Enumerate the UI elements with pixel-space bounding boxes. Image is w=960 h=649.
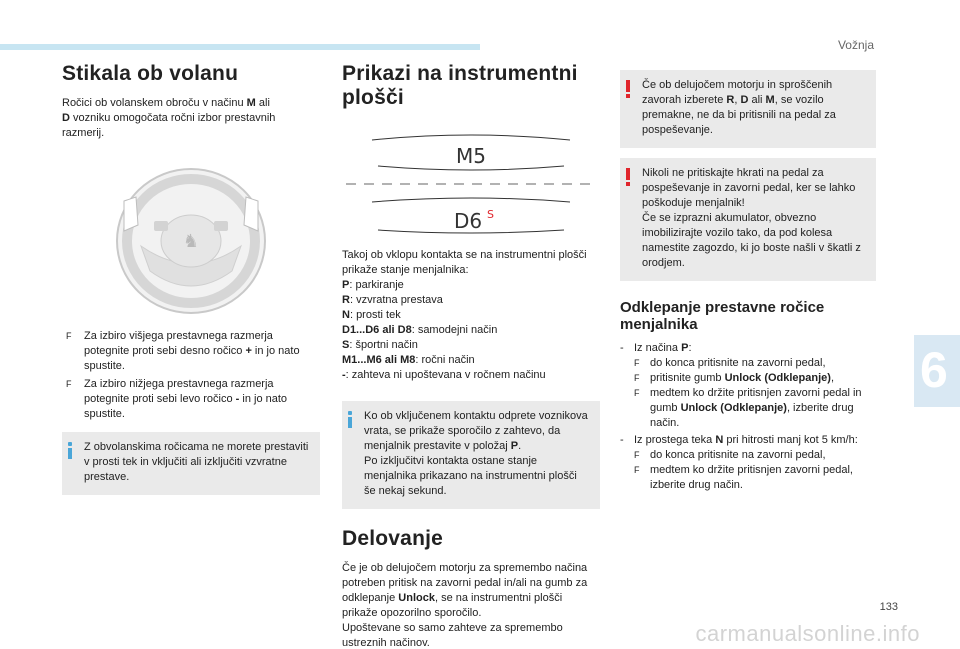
section-title: Stikala ob volanu [62,62,239,85]
list-item: D1...D6 ali D8: samodejni način [342,324,498,336]
gear-mode-list [342,278,600,383]
info-box: Ko ob vključenem kontaktu odprete voznikova vrata, se prikaže sporočilo z zahtevo, da menjalnik prestavite v položaj P. Po izključitvi kontakta ostane stanje menjalnika prikazano na instrumentni plošči še nekaj sekund. [342,401,600,509]
list-item: F medtem ko držite pritisnjen zavorni pedal in gumb Unlock (Odklepanje), izberite drug način. [634,387,862,429]
left-paddle [124,197,138,231]
info-box: Z obvolanskima ročicama ne morete prestaviti v prosti tek in vključiti ali izključiti vzvratne prestave. [62,432,320,495]
sport-indicator: S [487,208,494,221]
list-item: N: prosti tek [342,309,401,321]
list-item: M1...M6 ali M8: ročni način [342,354,475,366]
instrument-cluster-illustration [342,120,600,238]
list-item: F pritisnite gumb Unlock (Odklepanje), [634,372,835,384]
section-header: Vožnja [837,38,874,52]
subsection-title: Delovanje [342,527,444,550]
warning-box: Če ob delujočem motorju in sproščenih zavorah izberete R, D ali M, se vozilo premakne, ne da bi pritisnili na pedal za pospeševanje. [620,70,876,148]
warning-box: Nikoli ne pritiskajte hkrati na pedal za pospeševanje in zavorni pedal, ker se lahko poškoduje menjalnik! Če se izprazni akumulator, obvezno imobilizirajte vozilo tako, da pod kolesa namestite zagozdo, ki jo boste našli v škatli z orodjem. [620,158,876,281]
steering-wheel-illustration [62,151,320,319]
info-icon [68,442,72,458]
list-item: - Iz prostega teka N pri hitrosti manj kot 5 km/h: [620,434,858,446]
svg-text:♞: ♞ [182,231,200,252]
list-item: F Za izbiro višjega prestavnega razmerja potegnite proti sebi desno ročico + in jo nato spustite. [66,330,300,372]
watermark: carmanualsonline.info [695,621,920,646]
list-item: P: parkiranje [342,279,404,291]
list-item: F medtem ko držite pritisnjen zavorni pedal, izberite drug način. [634,464,853,491]
warning-icon [626,168,630,184]
subsection-title: Odklepanje prestavne ročice menjalnika [620,299,825,333]
list-item: F do konca pritisnite na zavorni pedal, [634,449,826,461]
list-item: S: športni način [342,339,418,351]
header-accent-bar [0,44,480,50]
info-icon [348,411,352,427]
section-title: Prikazi na instrumentni plošči [342,62,578,109]
warning-icon [626,80,630,96]
page-number: 133 [879,601,898,613]
column-warnings-unlock [620,70,876,495]
operation-paragraph: Če je ob delujočem motorju za spremembo načina potreben pritisk na zavorni pedal in/ali na gumb za odklepanje Unlock, se na instrumentni plošči prikaže opozorilno sporočilo. Upoštevane so samo zahteve za spremembo ustreznih načinov. [342,562,588,649]
column-instrument-display [342,62,600,649]
list-item: -: zahteva ni upoštevana v ročnem načinu [342,369,546,381]
list-item: R: vzvratna prestava [342,294,443,306]
gear-readout-auto: D6 [453,209,483,233]
list-item: F Za izbiro nižjega prestavnega razmerja potegnite proti sebi levo ročico - in jo nato spustite. [66,378,288,420]
list-item: - Iz načina P: [620,342,692,354]
chapter-tab: 6 [914,335,960,407]
unlock-steps [620,341,876,493]
gear-readout-manual: M5 [456,144,486,168]
display-intro: Takoj ob vklopu kontakta se na instrumentni plošči prikaže stanje menjalnika: [342,249,587,276]
list-item: F do konca pritisnite na zavorni pedal, [634,357,826,369]
intro-paragraph: Ročici ob volanskem obroču v načinu M ali D vozniku omogočata ročni izbor prestavnih razmerij. [62,97,276,139]
right-paddle [244,197,258,231]
paddle-instructions [62,329,320,422]
column-steering-controls [62,62,320,495]
